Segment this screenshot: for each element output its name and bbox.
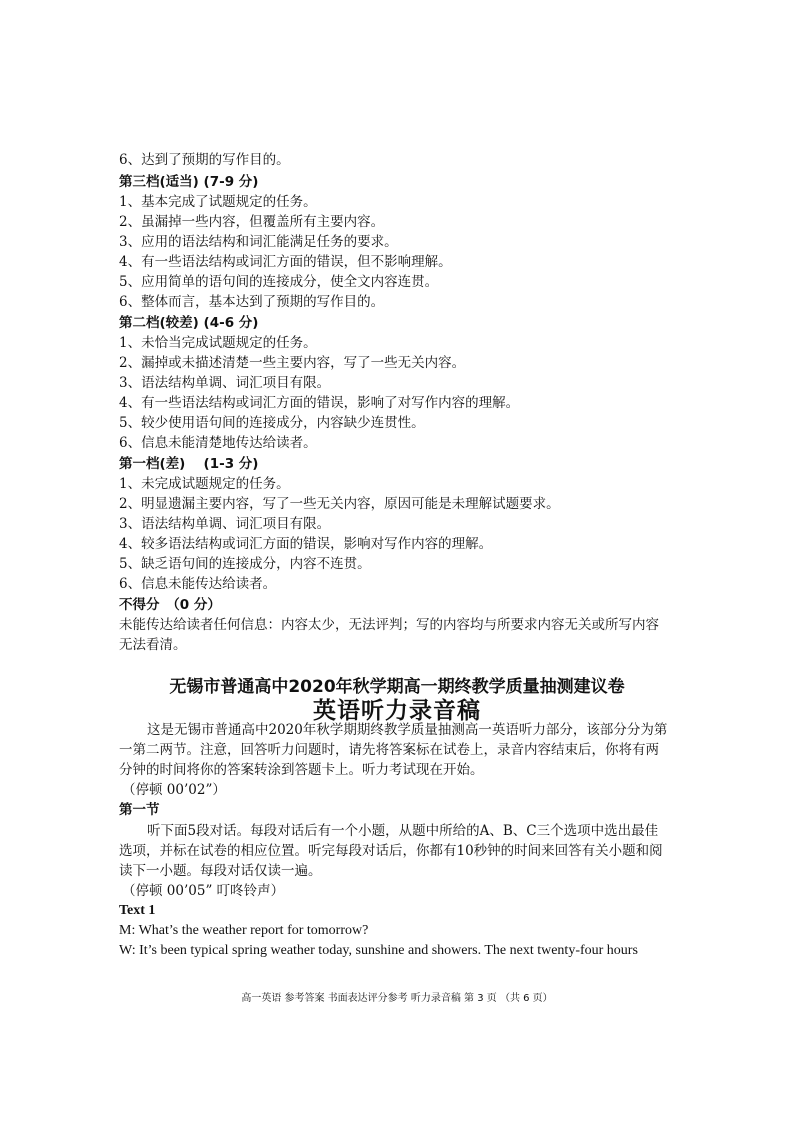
criteria-line: 1、基本完成了试题规定的任务。 [119,194,317,210]
intro-line: 分钟的时间将你的答案转涂到答题卡上。听力考试现在开始。 [119,762,484,778]
pause-note: （停顿 00’02”） [122,782,226,798]
criteria-line: 1、未恰当完成试题规定的任务。 [119,335,317,351]
band-0-heading: 不得分 （0 分） [119,597,221,613]
dialogue-line: M: What’s the weather report for tomorrow? [119,923,369,938]
instruction-line: 听下面5段对话。每段对话后有一个小题，从题中所给的A、B、C三个选项中选出最佳 [147,823,659,839]
criteria-line: 2、明显遗漏主要内容，写了一些无关内容，原因可能是未理解试题要求。 [119,496,560,512]
criteria-line: 4、较多语法结构或词汇方面的错误，影响对写作内容的理解。 [119,536,493,552]
criteria-line: 2、漏掉或未描述清楚一些主要内容，写了一些无关内容。 [119,355,466,371]
page-footer: 高一英语 参考答案 书面表达评分参考 听力录音稿 第 3 页 （共 6 页） [241,993,553,1004]
section-title: 无锡市普通高中2020年秋学期高一期终教学质量抽测建议卷 [169,677,625,697]
pause-note: （停顿 00’05” 叮咚铃声） [122,883,285,899]
instruction-line: 选项，并标在试卷的相应位置。听完每段对话后，你都有10秒钟的时间来回答有关小题和阅 [119,843,663,859]
criteria-line: 3、应用的语法结构和词汇能满足任务的要求。 [119,234,398,250]
criteria-line: 3、语法结构单调、词汇项目有限。 [119,516,331,532]
band-2-heading: 第二档(较差) (4-6 分) [119,315,259,331]
dialogue-line: W: It’s been typical spring weather today, sunshine and showers. The next twenty-four hours [119,943,638,958]
criteria-line: 4、有一些语法结构或词汇方面的错误，但不影响理解。 [119,254,452,270]
section-subtitle: 英语听力录音稿 [313,698,481,724]
criteria-line: 6、信息未能传达给读者。 [119,576,277,592]
band-1-heading: 第一档(差) (1-3 分) [119,456,259,472]
criteria-line: 3、语法结构单调、词汇项目有限。 [119,375,331,391]
criteria-line: 6、信息未能清楚地传达给读者。 [119,435,317,451]
criteria-line: 4、有一些语法结构或词汇方面的错误，影响了对写作内容的理解。 [119,395,520,411]
criteria-line: 1、未完成试题规定的任务。 [119,476,290,492]
criteria-line: 5、缺乏语句间的连接成分，内容不连贯。 [119,556,371,572]
criteria-line: 未能传达给读者任何信息：内容太少，无法评判；写的内容均与所要求内容无关或所写内容 [119,617,659,633]
criteria-line: 6、达到了预期的写作目的。 [119,152,290,168]
instruction-line: 读下一小题。每段对话仅读一遍。 [119,863,322,879]
text-1-heading: Text 1 [119,903,156,918]
criteria-line: 5、应用简单的语句间的连接成分，使全文内容连贯。 [119,274,439,290]
criteria-line: 2、虽漏掉一些内容，但覆盖所有主要内容。 [119,214,385,230]
intro-line: 这是无锡市普通高中2020年秋学期期终教学质量抽测高一英语听力部分，该部分分为第 [147,722,668,738]
section-1-heading: 第一节 [119,802,160,818]
criteria-line: 6、整体而言，基本达到了预期的写作目的。 [119,294,385,310]
band-3-heading: 第三档(适当) (7-9 分) [119,174,259,190]
intro-line: 一第二两节。注意，回答听力问题时，请先将答案标在试卷上，录音内容结束后，你将有两 [119,742,659,758]
criteria-line: 无法看清。 [119,637,187,653]
criteria-line: 5、较少使用语句间的连接成分，内容缺少连贯性。 [119,415,425,431]
